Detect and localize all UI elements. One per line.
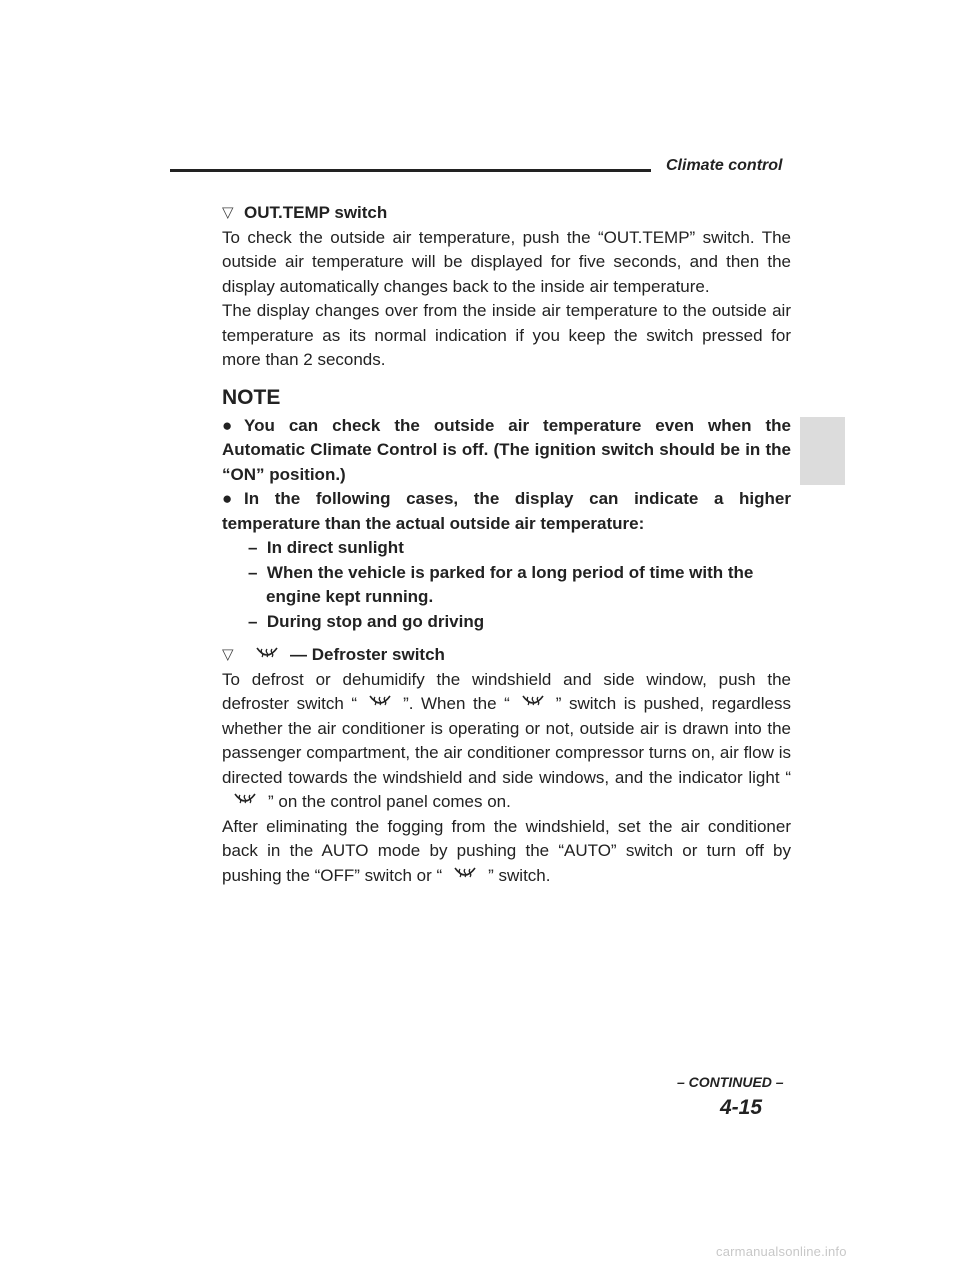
triangle-marker-icon: ▽	[222, 204, 234, 221]
triangle-marker-icon: ▽	[222, 646, 234, 663]
note-dash-item: – When the vehicle is parked for a long period of time with the engine kept running.	[248, 562, 754, 606]
note-dash-text: In direct sunlight	[266, 538, 404, 557]
defroster-icon	[452, 865, 478, 885]
note-bullet-1	[222, 414, 791, 488]
outtemp-heading-text: OUT.TEMP switch	[244, 203, 388, 222]
defroster-heading	[222, 643, 791, 668]
note-dash-item: – During stop and go driving	[248, 611, 485, 631]
note-dash-text: During stop and go driving	[266, 611, 485, 631]
header-rule	[170, 169, 651, 172]
note-dash-text: When the vehicle is parked for a long period of time with the engine kept running.	[266, 562, 754, 606]
outtemp-paragraph-2: The display changes over from the inside air temperature to the outside air temperature as its normal indication if you keep the switch pressed for more than 2 seconds.	[222, 301, 791, 369]
page-content	[222, 201, 791, 888]
text-span: To defrost or dehumidify the windshield and side window, push the defroster switch “	[222, 669, 791, 713]
note-bullet-1-text: You can check the outside air temperature even when the Automatic Climate Control is off. (The ignition switch should be in the “ON” position.)	[222, 415, 791, 484]
chapter-side-tab	[800, 417, 845, 485]
defroster-paragraph-1	[222, 668, 791, 815]
bullet-icon: ●	[222, 489, 233, 508]
note-title: NOTE	[222, 385, 281, 409]
defroster-icon	[254, 645, 280, 665]
page-number: 4-15	[720, 1096, 763, 1119]
note-bullet-2-text: In the following cases, the display can indicate a higher temperature than the actual outside air temperature:	[222, 489, 791, 533]
text-span: ” switch is pushed, regardless whether the air conditioner is operating or not, outside air is drawn into the passenger compartment, the air conditioner compressor turns on, air flow is directed towards the windshield and side windows, and the indicator light “	[222, 694, 791, 787]
note-dash-item: – In direct sunlight	[248, 538, 404, 557]
defroster-icon	[232, 791, 258, 811]
outtemp-paragraph-1: To check the outside air temperature, push the “OUT.TEMP” switch. The outside air temperature will be displayed for five seconds, and then the display automatically changes back to the inside air temperature.	[222, 227, 791, 296]
defroster-icon	[367, 693, 393, 713]
text-span: After eliminating the fogging from the windshield, set the air conditioner back in the AUTO mode by pushing the “AUTO” switch or turn off by pushing the “OFF” switch or “	[222, 816, 791, 885]
defroster-heading-text: — Defroster switch	[290, 645, 445, 664]
watermark-text[interactable]: carmanualsonline.info	[716, 1244, 847, 1259]
text-span: ”. When the “	[403, 694, 510, 713]
text-span: ” on the control panel comes on.	[268, 792, 511, 811]
defroster-icon	[520, 693, 546, 713]
page-header-title: Climate control	[666, 157, 783, 174]
bullet-icon: ●	[222, 415, 233, 435]
defroster-paragraph-2	[222, 815, 791, 889]
note-bullet-2	[222, 487, 791, 536]
continued-label: – CONTINUED –	[677, 1074, 784, 1090]
text-span: ” switch.	[488, 865, 551, 885]
outtemp-heading	[222, 201, 791, 226]
